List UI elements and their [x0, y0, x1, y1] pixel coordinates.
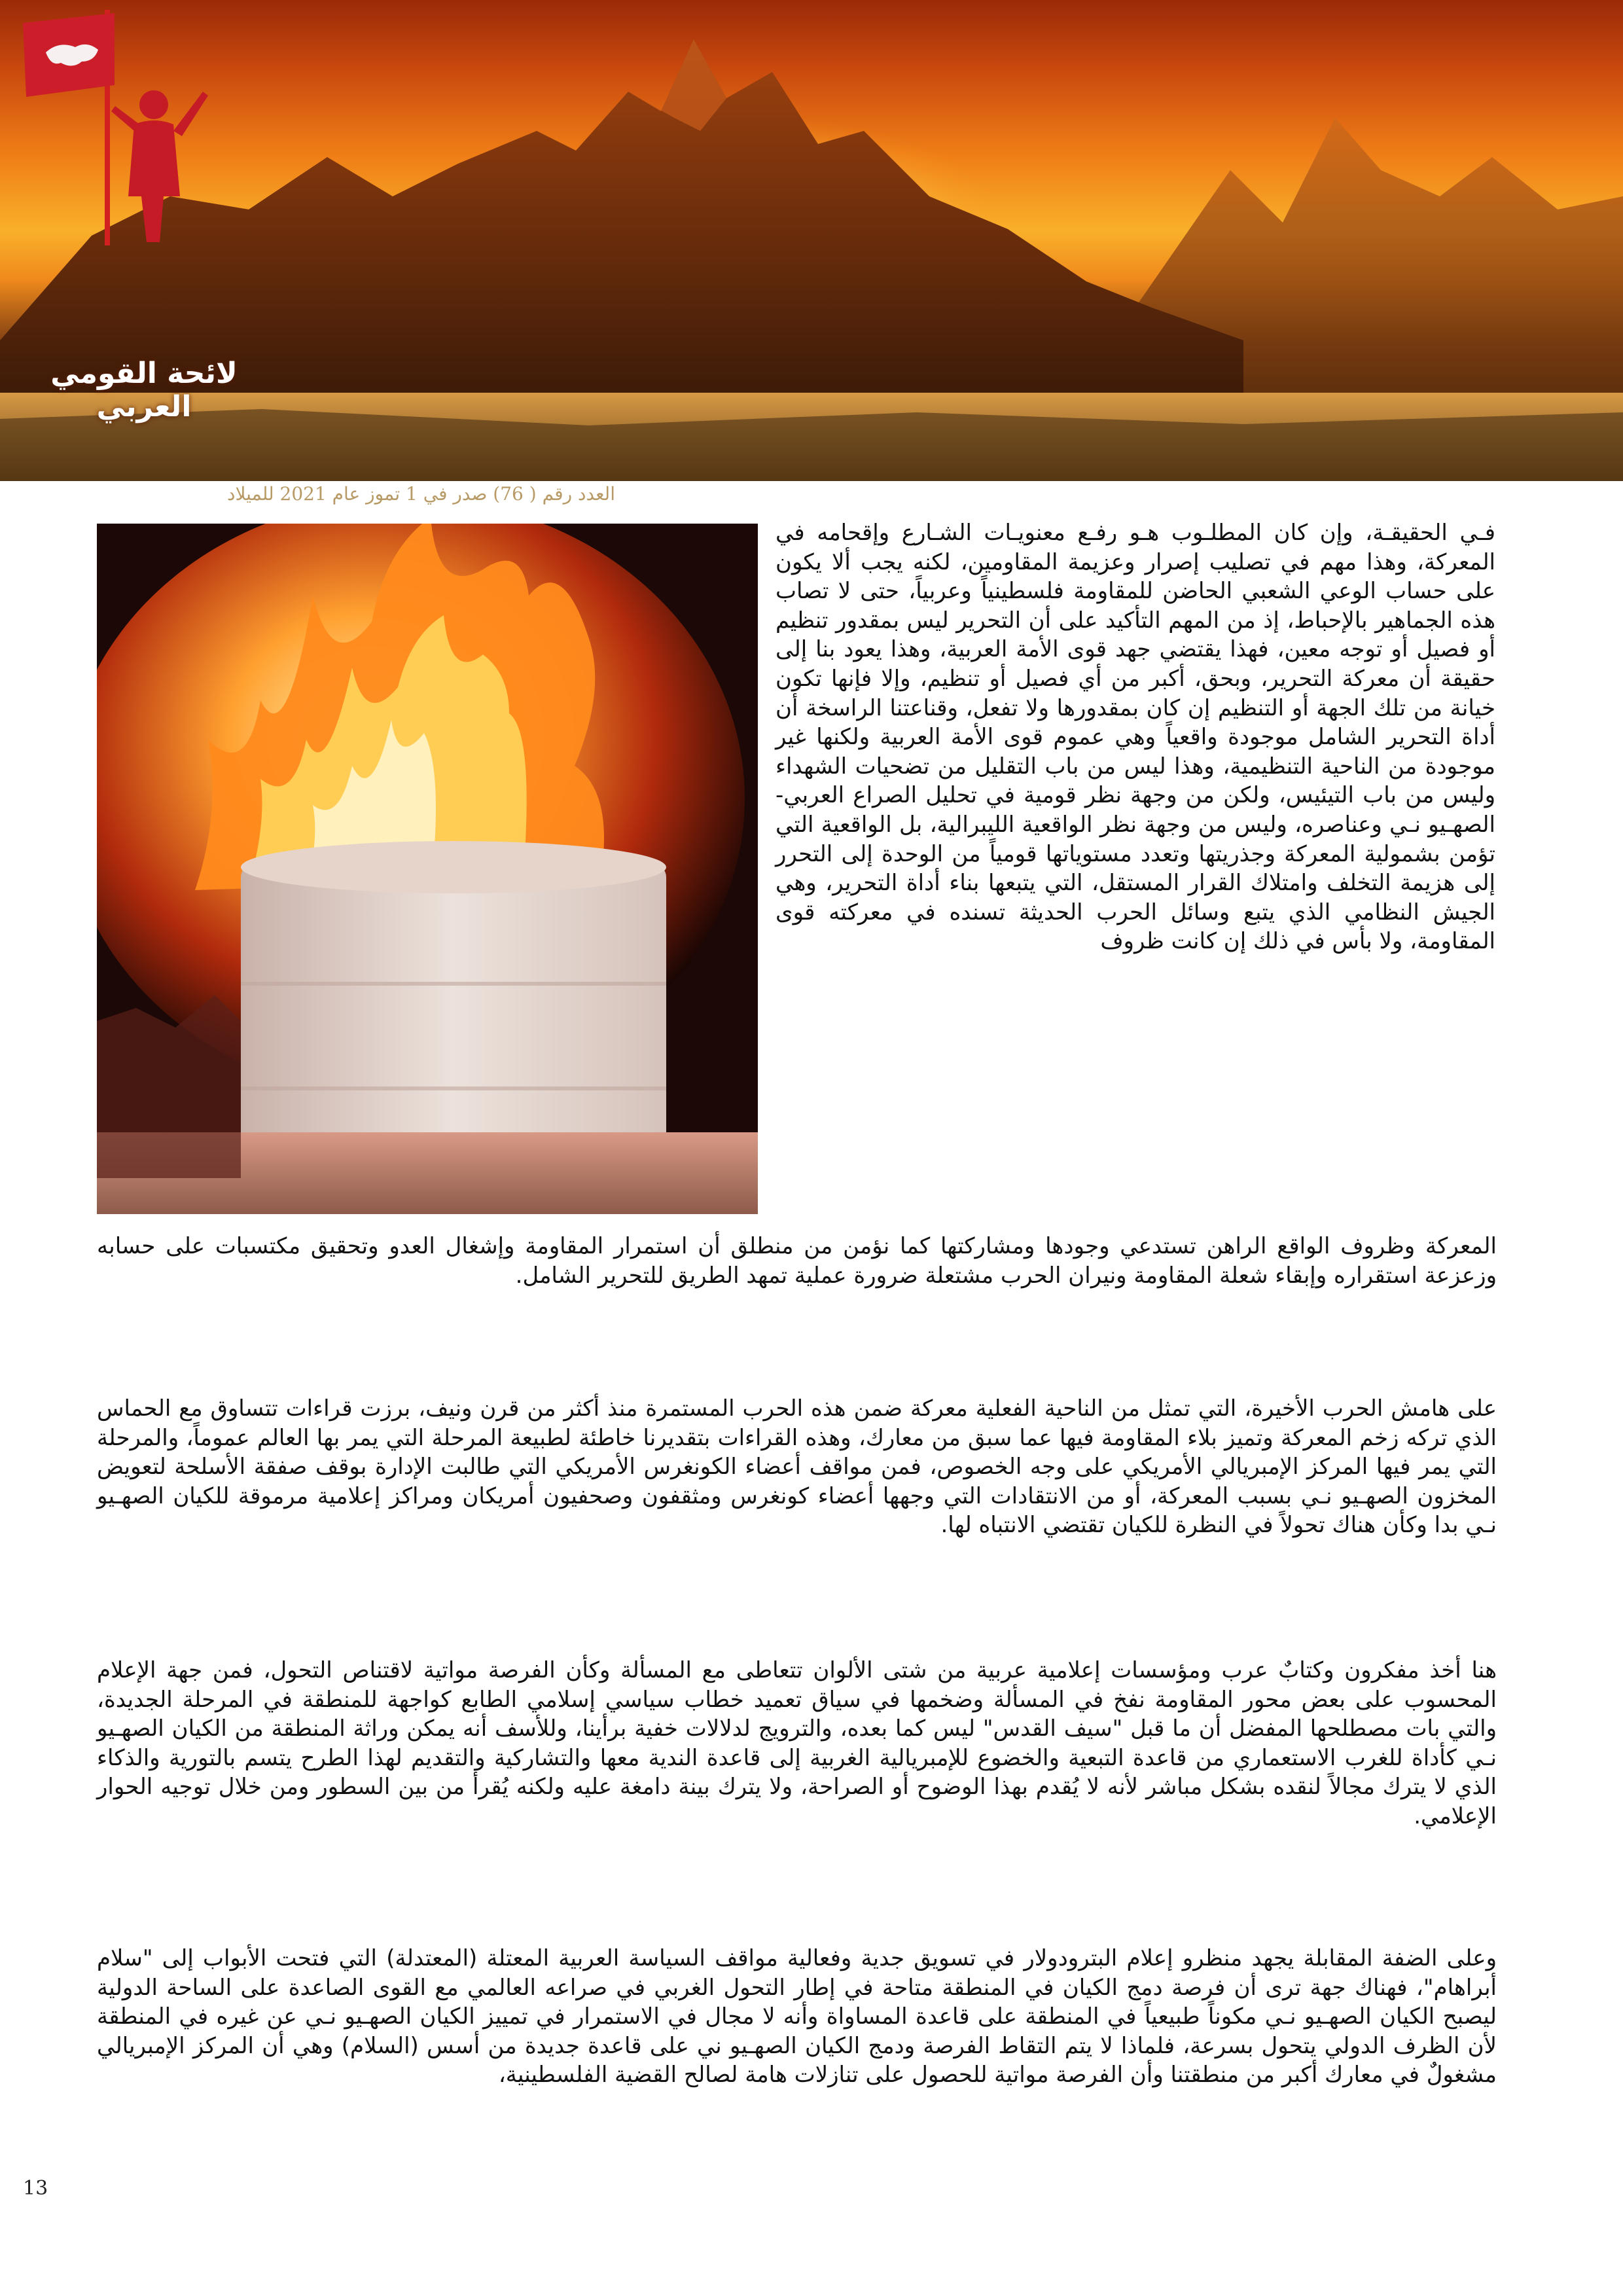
fire-photo — [97, 524, 758, 1214]
oil-tank-fire-illustration — [97, 524, 758, 1214]
logo-text: لائحة القومي العربي — [50, 357, 238, 423]
logo-emblem — [0, 0, 249, 275]
issue-line: العدد رقم ( 76) صدر في 1 تموز عام 2021 للميلاد — [227, 483, 615, 505]
paragraph-1-continued: المعركة وظروف الواقع الراهن تستدعي وجودها ومشاركتها كما نؤمن من منطلق أن استمرار المقاومة وإشغال العدو وتحقيق مكتسبات على حسابه وزعزعة استقراره وإبقاء شعلة المقاومة ونيران الحرب مشتعلة ضرورة عملية تمهد الطريق للتحرير الشامل. — [97, 1233, 1497, 1289]
paragraph-1-side: فـي الحقيقـة، وإن كان المطلـوب هـو رفـع معنويـات الشـارع وإقحامه في المعركة، وهذا مهم في تصليب إصرار وعزيمة المقاومين، لكنه يجب ألا يكون على حساب الوعي الشعبي الحاضن للمقاومة فلسطينياً وعربياً، حتى لا تصاب هذه الجماهير بالإحباط، إذ من المهم التأكيد على أن التحرير ليس بمقدور تنظيم أو فصيل أو توجه معين، فهذا يقتضي جهد قوى الأمة العربية، وهذا يعود بنا إلى حقيقة أن معركة التحرير، وبحق، أكبر من أي فصيل أو تنظيم، وإلا فإنها تكون خيانة من تلك الجهة أو التنظيم إن كان بمقدورها ولا تفعل، وقناعتنا الراسخة أن أداة التحرير الشامل موجودة واقعياً وهي عموم قوى الأمة العربية ولكنها غير موجودة من الناحية التنظيمية، وهذا ليس من باب التقليل من تضحيات الشهداء وليس من باب التيئيس، ولكن من وجهة نظر قومية في تحليل الصراع العربي-الصهـيو نـي وعناصره، وليس من وجهة نظر الواقعية الليبرالية، بل الواقعية التي تؤمن بشمولية المعركة وجذريتها وتعدد مستوياتها قومياً من الوحدة إلى التحرر إلى هزيمة التخلف وامتلاك القرار المستقل، التي يتبعها بناء أداة التحرير، وهي الجيش النظامي الذي يتبع وسائل الحرب الحديثة تسنده في معركته قوى المقاومة، ولا بأس في ذلك إن كانت ظروف — [776, 520, 1495, 955]
paragraph-3: هنا أخذ مفكرون وكتابٌ عرب ومؤسسات إعلامية عربية من شتى الألوان تتعاطى مع المسألة وكأن الفرصة مواتية لاقتناص التحول، فمن جهة الإعلام المحسوب على بعض محور المقاومة نفخ في المسألة وضخمها في سياق تعميد خطاب سياسي إسلامي الطابع كواجهة للمنطقة في المرحلة الجديدة، والتي بات مصطلحها المفضل أن ما قبل "سيف القدس" ليس كما بعده، والترويج لدلالات خفية برأينا، وللأسف أنه يمكن وراثة المنطقة من الكيان الصهـيو نـي كأداة للغرب الاستعماري من قاعدة التبعية والخضوع للإمبريالية الغربية إلى قاعدة الندية معها والتشاركية والتقديم لهذا الطرح يتسم بالتورية والذكاء الذي لا يترك مجالاً لنقده بشكل مباشر لأنه لا يُقدم بهذا الوضوح أو الصراحة، ولا يترك بينة دامغة عليه ولكنه يُقرأ من بين السطور ومن خلال توجيه الحوار الإعلامي. — [97, 1657, 1497, 1829]
page-number: 13 — [23, 2177, 48, 2200]
paragraph-2: على هامش الحرب الأخيرة، التي تمثل من الناحية الفعلية معركة ضمن هذه الحرب المستمرة منذ أكثر من قرن ونيف، برزت قراءات تتساوق مع الحماس الذي تركه زخم المعركة وتميز بلاء المقاومة فيها عما سبق من معارك، وهذه القراءات بتقديرنا خاطئة لطبيعة المرحلة التي يمر بها العالم عموماً، والمرحلة التي يمر فيها المركز الإمبريالي الأمريكي على وجه الخصوص، فمن مواقف أعضاء الكونغرس الأمريكي التي طالبت الإدارة بوقف صفقة الأسلحة لتعويض المخزون الصهـيو نـي بسبب المعركة، أو من الانتقادات التي وجهها أعضاء كونغرس ومثقفون وصحفيون أمريكان ومراكز إعلامية مرموقة للكيان الصهـيو نـي بدا وكأن هناك تحولاً في النظرة للكيان تقتضي الانتباه لها. — [97, 1395, 1497, 1539]
header-banner — [0, 0, 1623, 481]
paragraph-4: وعلى الضفة المقابلة يجهد منظرو إعلام البترودولار في تسويق جدية وفعالية مواقف السياسة العربية المعتلة (المعتدلة) التي فتحت الأبواب إلى "سلام أبراهام"، فهناك جهة ترى أن فرصة دمج الكيان في المنطقة متاحة في إطار التحول الغربي في صراعه العالمي مع القوى الصاعدة على الساحة الدولية ليصبح الكيان الصهـيو نـي مكوناً طبيعياً في المنطقة على قاعدة المساواة وأنه لا مجال في الاستمرار في تمييز الكيان الصهـيو نـي عن غيره في المنطقة لأن الظرف الدولي يتحول بسرعة، فلماذا لا يتم التقاط الفرصة ودمج الكيان الصهـيو ني على قاعدة جديدة من أسس (السلام) وهي أن المركز الإمبريالي مشغولٌ في معارك أكبر من منطقتنا وأن الفرصة مواتية للحصول على تنازلات هامة لصالح القضية الفلسطينية، — [97, 1945, 1497, 2089]
